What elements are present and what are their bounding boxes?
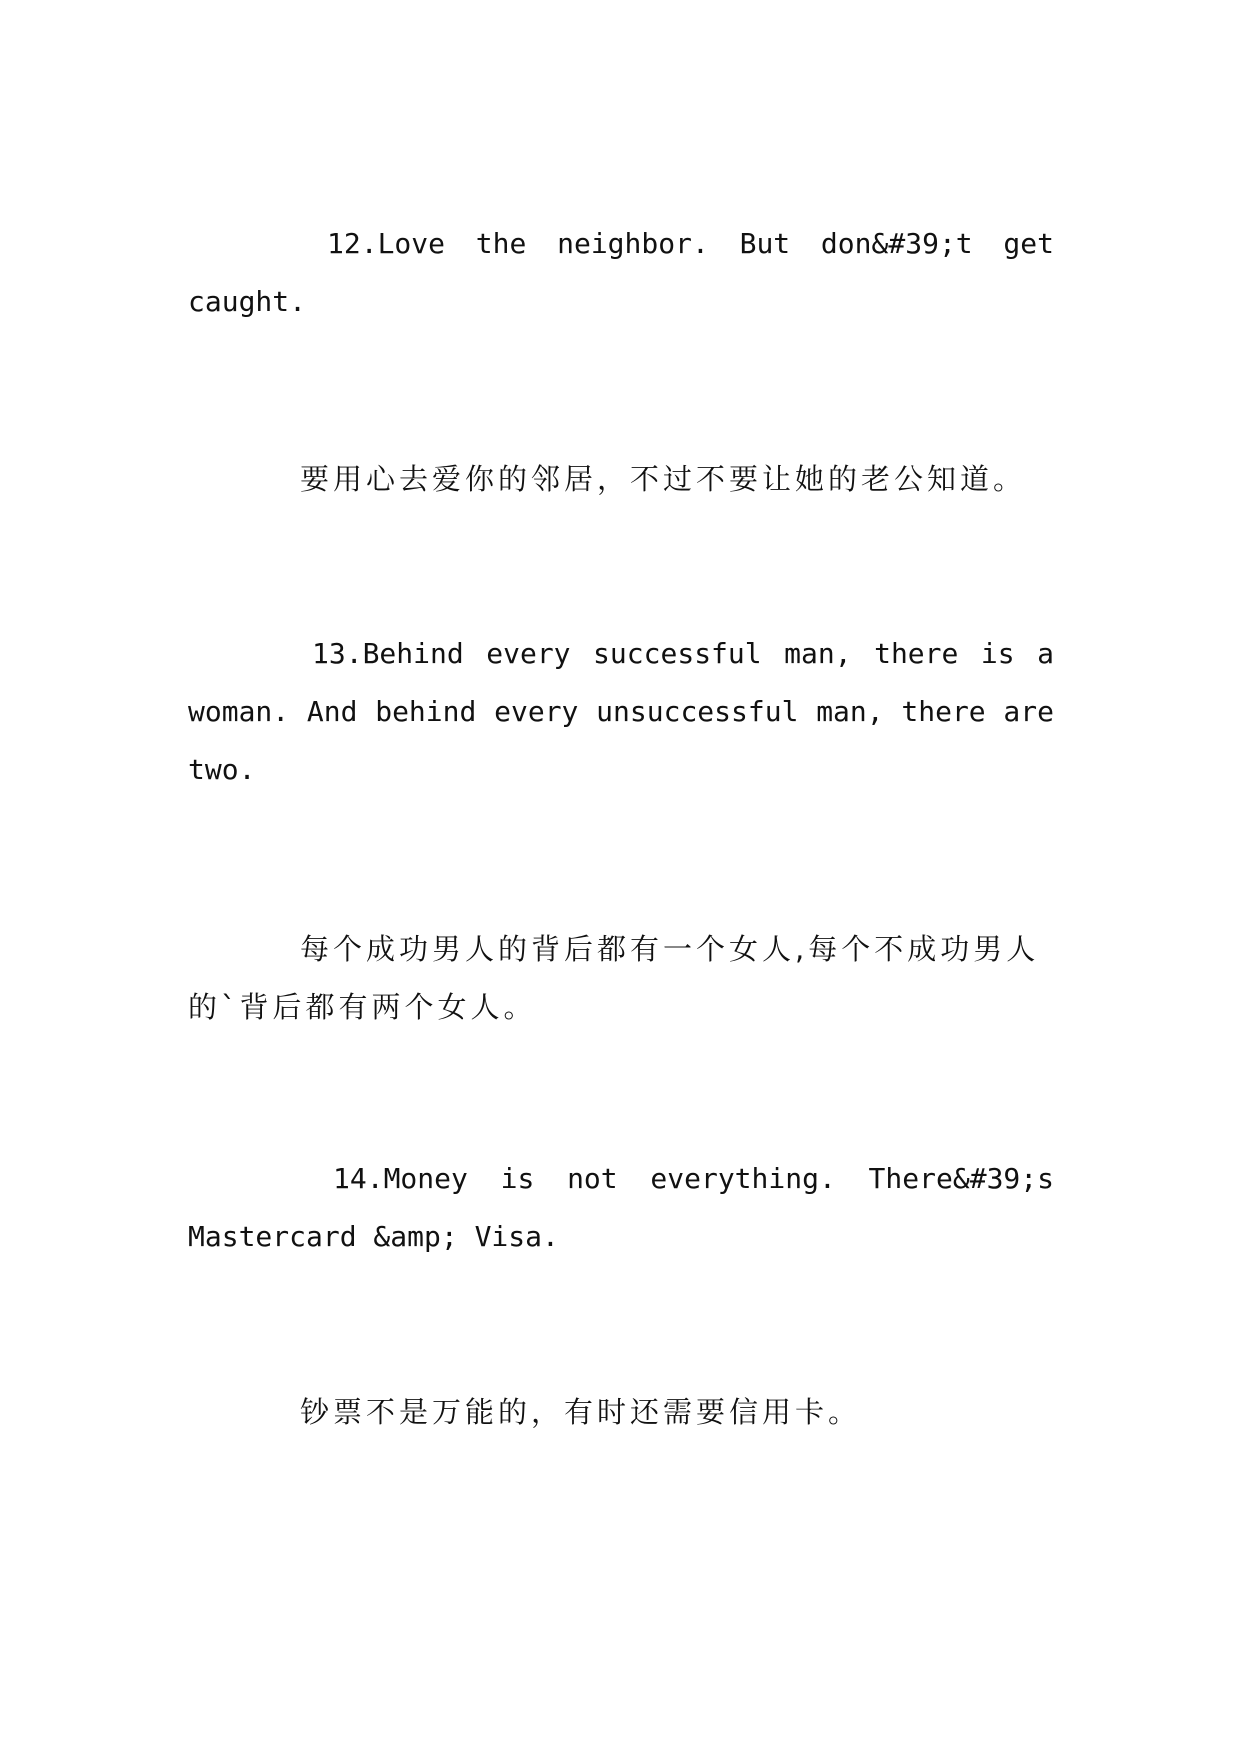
quote-12-english — [188, 215, 1054, 331]
quote-13-number: 13. — [312, 637, 363, 670]
quote-13-english — [188, 625, 1054, 799]
quote-13-chinese: 每个成功男人的背后都有一个女人,每个不成功男人的`背后都有两个女人。 — [188, 932, 1040, 1024]
quote-13-english-text: Behind every successful man, there is a woman. And behind every unsuccessful man, there are two. — [188, 637, 1054, 786]
quote-14-number: 14. — [333, 1162, 384, 1195]
quote-12-chinese: 要用心去爱你的邻居，不过不要让她的老公知道。 — [300, 462, 1027, 496]
quote-14-english — [188, 1150, 1054, 1266]
quote-14-chinese: 钞票不是万能的，有时还需要信用卡。 — [300, 1395, 862, 1429]
quote-12-number: 12. — [327, 227, 378, 260]
quote-14-english-text: Money is not everything. There&#39;s Mastercard &amp; Visa. — [188, 1162, 1054, 1253]
quote-12-english-text: Love the neighbor. But don&#39;t get caught. — [188, 227, 1054, 318]
